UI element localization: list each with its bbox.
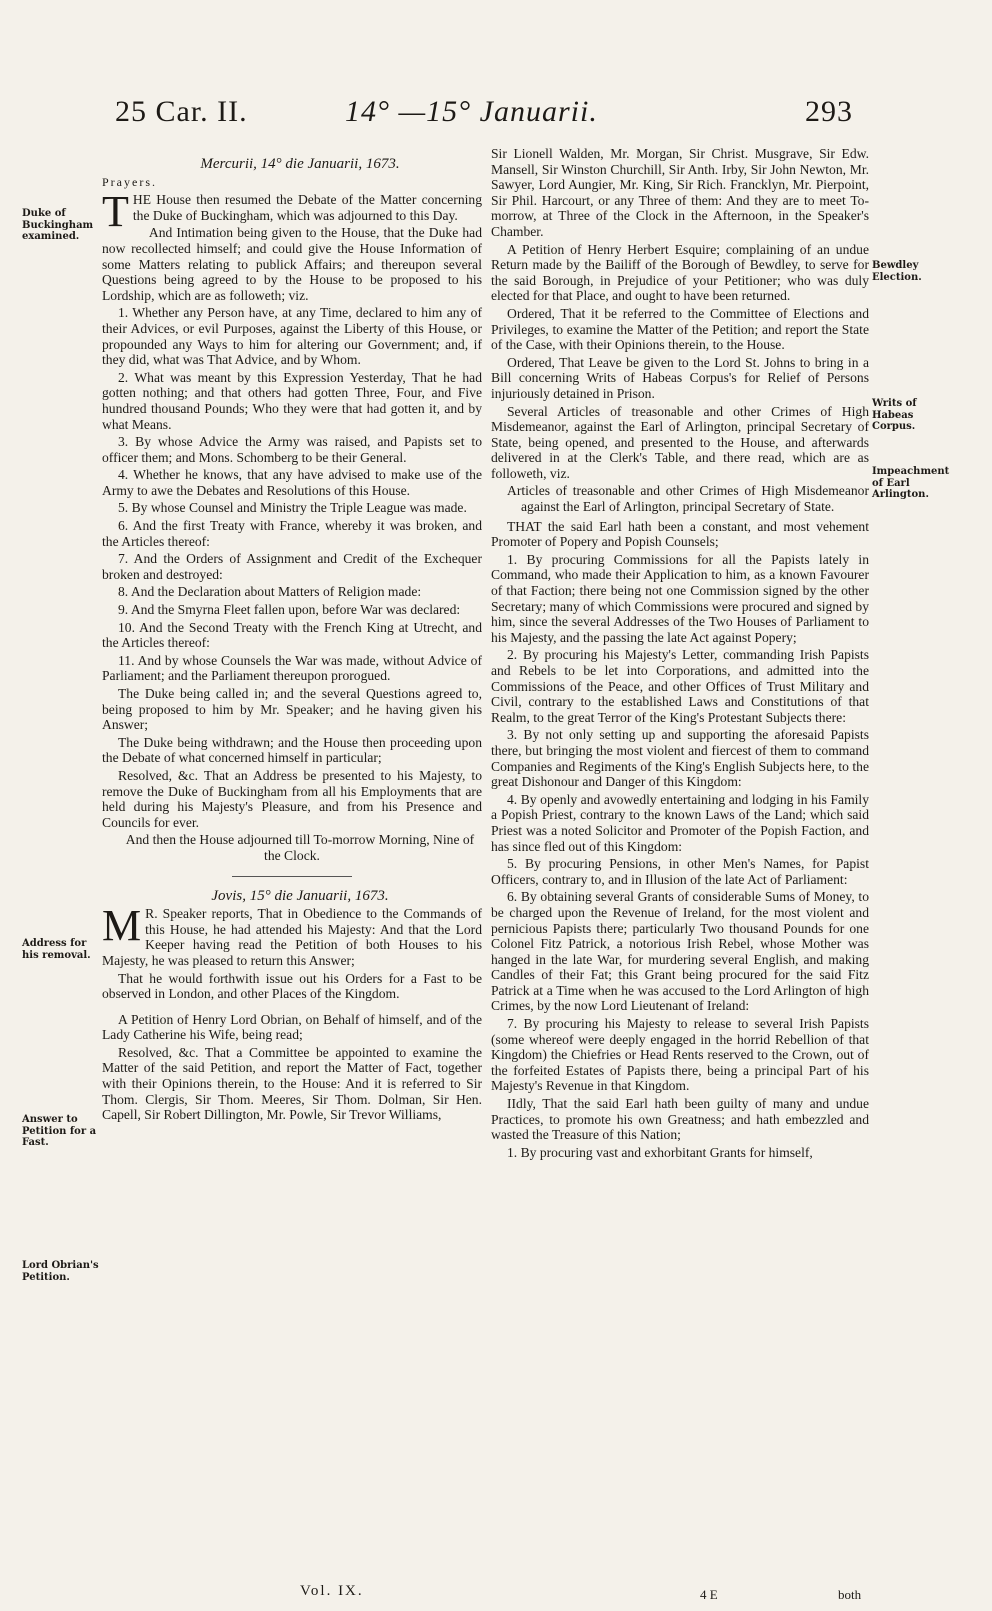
paragraph: And Intimation being given to the House, that the Duke had now recollected himself; and could give the House Information of some Matters relating to publick Affairs; and thereupon several Questions being agreed to by the House to be proposed to his Lordship, which are as followeth; viz. bbox=[102, 225, 482, 303]
article-item: 4. By openly and avowedly entertaining and lodging in his Family a Popish Priest, contrary to the known Laws of the Land; which said Priest was a noted Solicitor and Promoter of the Popish Faction, and has since fled out of this Kingdom: bbox=[491, 791, 869, 854]
article-item: 3. By not only setting up and supporting the aforesaid Papists there, but bringing the most violent and fiercest of them to command Companies and Regiments of the King's English Subjects here, to the great Dishonour and Danger of this Kingdom: bbox=[491, 727, 869, 790]
paragraph: THAT the said Earl hath been a constant, and most vehement Promoter of Popery and Popish Counsels; bbox=[491, 518, 869, 550]
left-column bbox=[102, 157, 482, 1125]
order: Ordered, That Leave be given to the Lord St. Johns to bring in a Bill concerning Writs of Habeas Corpus's for Relief of Persons injuriously detained in Prison. bbox=[491, 354, 869, 401]
signature-mark: 4 E bbox=[700, 1587, 718, 1602]
date-heading: Mercurii, 14° die Januarii, 1673. bbox=[200, 156, 400, 172]
paragraph: A Petition of Henry Herbert Esquire; complaining of an undue Return made by the Bailiff of the Borough of Bewdley, to serve for the said Borough, in Prejudice of your Petitioner; who was duly elected for that Place, and ought to have been returned. bbox=[491, 241, 869, 304]
paragraph: Several Articles of treasonable and other Crimes of High Misdemeanor, against the Earl of Arlington, principal Secretary of State, being opened, and presented to the House, and afterwards delivered in at the Clerk's Table, and there read, which are as followeth, viz. bbox=[491, 403, 869, 481]
date-heading: Jovis, 15° die Januarii, 1673. bbox=[211, 887, 389, 904]
margin-note-impeachment-arlington: Impeachment of Earl Arlington. bbox=[872, 466, 950, 500]
question-item: 11. And by whose Counsels the War was made, without Advice of Parliament; and the Parliament thereupon prorogued. bbox=[102, 652, 482, 684]
order: Ordered, That it be referred to the Committee of Elections and Privileges, to examine the Matter of the Petition; and report the State of the Case, with their Opinions therein, to the House. bbox=[491, 305, 869, 353]
question-item: 7. And the Orders of Assignment and Credit of the Exchequer broken and destroyed: bbox=[102, 551, 482, 582]
resolution: Resolved, &c. That a Committee be appointed to examine the Matter of the said Petition, and report the Matter of Fact, together with their Opinions therein, to the House: And it is referred to Sir Thom. Clergis, Sir Thom. Meeres, Sir Thom. Dolman, Sir Hen. Capell, Sir Robert Dillington, Mr. Powle, Sir Trevor Williams, bbox=[102, 1044, 482, 1123]
paragraph: The Duke being withdrawn; and the House then proceeding upon the Debate of what concerned himself in particular; bbox=[102, 734, 482, 766]
article-item: 6. By obtaining several Grants of considerable Sums of Money, to be charged upon the Revenue of Ireland, for the most violent and pernicious Papists there; particularly Two thousand Pounds for one Colonel Fitz Patrick, a notorious Irish Rebel, whose Mother was hanged in the late War, for murdering several English, and making Candles of their Fat; this Grant being procured for the said Fitz Patrick at a Time when he was accused to the Lord Arlington of high Crimes, by the now Lord Lieutenant of Ireland: bbox=[491, 889, 869, 1014]
articles-title: Articles of treasonable and other Crimes of High Misdemeanor against the Earl of Arlington, principal Secretary of State. bbox=[507, 483, 869, 515]
margin-note-answer-fast: Answer to Petition for a Fast. bbox=[22, 1114, 97, 1148]
paragraph: That he would forthwith issue out his Orders for a Fast to be observed in London, and other Places of the Kingdom. bbox=[102, 970, 482, 1002]
margin-note-obrian-petition: Lord Obrian's Petition. bbox=[22, 1260, 99, 1283]
section-divider bbox=[232, 876, 352, 877]
prayers-heading: Prayers. bbox=[102, 174, 157, 189]
article-item: 2. By procuring his Majesty's Letter, commanding Irish Papists and Rebels to be let into Corporations, and admitted into the Commissions of the Peace, and other Offices of Trust Military and Civil, contrary to the established Laws and Constitutions of that Realm, to the great Terror of the King's Protestant Subjects there: bbox=[491, 647, 869, 725]
catchword: both bbox=[838, 1587, 862, 1602]
margin-note-address-removal: Address for his removal. bbox=[22, 938, 91, 961]
adjournment: And then the House adjourned till To-morrow Morning, Nine of the Clock. bbox=[125, 832, 475, 863]
question-item: 9. And the Smyrna Fleet fallen upon, before War was declared: bbox=[118, 602, 461, 618]
margin-note-habeas-corpus: Writs of Habeas Corpus. bbox=[872, 398, 917, 432]
paragraph: A Petition of Henry Lord Obrian, on Behalf of himself, and of the Lady Catherine his Wife, being read; bbox=[102, 1011, 482, 1043]
paragraph: The Duke being called in; and the several Questions agreed to, being proposed to him by Mr. Speaker; and he having given his Answer; bbox=[102, 686, 482, 733]
drop-capital: M bbox=[102, 901, 142, 951]
right-column bbox=[491, 146, 869, 1162]
article-item: 1. By procuring Commissions for all the Papists lately in Command, who made their Application to him, as a known Favourer of that Faction; there being not one Commission signed by the other Secretary; many of which Commissions were procured and signed by him, since the several Addresses of the Two Houses of Parliament to his Majesty, and the passing the late Act against Popery; bbox=[491, 551, 869, 645]
question-item: 2. What was meant by this Expression Yesterday, That he had gotten nothing; and that others had gotten Three, Four, and Five hundred thousand Pounds; Who they were that had gotten it, and by what Means. bbox=[102, 369, 482, 432]
article-item: 7. By procuring his Majesty to release to several Irish Papists (some whereof were deeply engaged in the horrid Rebellion of that Kingdom) the Chiefries or Head Rents reserved to the Crown, out of the forfeited Estates of Papists there, being a principal Part of his Majesty's Revenue in that Kingdom. bbox=[491, 1016, 869, 1094]
paragraph: M R. Speaker reports, That in Obedience to the Commands of this House, he had attended his Majesty: And that the Lord Keeper having read the Petition of both Houses to his Majesty, he was pleased to return this Answer; bbox=[102, 901, 482, 968]
paragraph: IIdly, That the said Earl hath been guilty of many and undue Practices, to promote his own Greatness; and hath embezzled and wasted the Treasure of this Nation; bbox=[491, 1096, 869, 1143]
volume-marker: Vol. IX. bbox=[300, 1583, 364, 1599]
margin-note-duke-examined: Duke of Buckingham examined. bbox=[22, 208, 94, 242]
paragraph: Sir Lionell Walden, Mr. Morgan, Sir Christ. Musgrave, Sir Edw. Mansell, Sir Winston Churchill, Sir Anth. Irby, Sir John Newton, Mr. Sawyer, Lord Aungier, Mr. King, Sir Rich. Francklyn, Mr. Pierpoint, Sir Phil. Harcourt, or any Three of them: And they are to meet To-morrow, at Three of the Clock in the Afternoon, in the Speaker's Chamber. bbox=[491, 146, 869, 239]
question-item: 4. Whether he knows, that any have advised to make use of the Army to awe the Debates and Resolutions of this House. bbox=[102, 467, 482, 498]
margin-note-bewdley-election: Bewdley Election. bbox=[872, 260, 922, 283]
question-item: 3. By whose Advice the Army was raised, and Papists set to officer them; and Mons. Schomberg to be their General. bbox=[102, 434, 482, 465]
question-item: 10. And the Second Treaty with the French King at Utrecht, and the Articles thereof: bbox=[102, 619, 482, 651]
running-head-regnal-year: 25 Car. II. bbox=[115, 95, 248, 128]
drop-capital: T bbox=[102, 187, 129, 237]
article-item: 1. By procuring vast and exhorbitant Grants for himself, bbox=[507, 1144, 813, 1160]
question-item: 5. By whose Counsel and Ministry the Triple League was made. bbox=[118, 500, 467, 516]
resolution: Resolved, &c. That an Address be presented to his Majesty, to remove the Duke of Buckingham from all his Employments that are held during his Majesty's Pleasure, and from his Presence and Councils for ever. bbox=[102, 767, 482, 830]
page-number: 293 bbox=[805, 95, 853, 128]
running-head-dates: 14° —15° Januarii. bbox=[345, 95, 598, 128]
question-item: 6. And the first Treaty with France, whereby it was broken, and the Articles thereof: bbox=[102, 518, 482, 549]
question-item: 8. And the Declaration about Matters of Religion made: bbox=[118, 584, 422, 600]
question-item: 1. Whether any Person have, at any Time, declared to him any of their Advices, or evil Purposes, against the Liberty of this House, or propounded any Ways to him for altering our Government; and, if they did, what was That Advice, and by Whom. bbox=[102, 305, 482, 368]
article-item: 5. By procuring Pensions, in other Men's Names, for Papist Officers, contrary to, and in Illusion of the late Act of Parliament: bbox=[491, 856, 869, 887]
paragraph: THE House then resumed the Debate of the Matter concerning the Duke of Buckingham, which was adjourned to this Day. bbox=[102, 187, 482, 237]
